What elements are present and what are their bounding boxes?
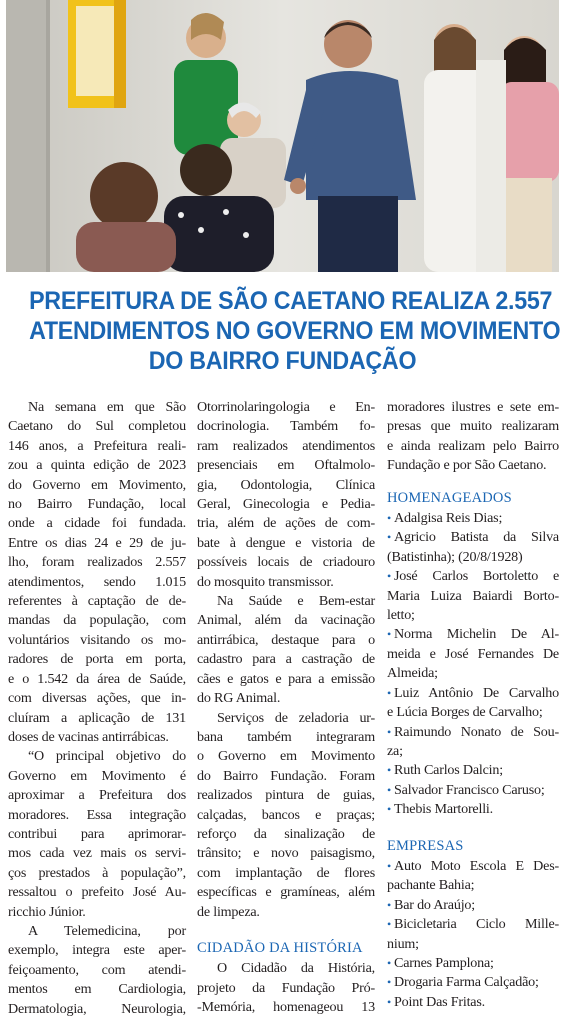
text-line: antirrábica, destaque para o [197,631,375,648]
event-photo-illustration [6,0,559,272]
section-title-companies: EMPRESAS [387,837,464,854]
article-column-2 [197,398,375,1018]
text-line: Caetano do Sul completou [8,418,186,435]
text-line: Otorrinolaringologia e En- [197,399,375,415]
text-line: mentos em Cardiologia, [8,981,186,998]
text-line: com implantação de flores [197,864,375,881]
text-line: tria, além de ações de com- [197,515,375,532]
list-item: • Carnes Pamplona; [387,954,494,971]
bullet-icon: • [387,897,392,912]
list-item: • Auto Moto Escola E Des- pachante Bahia; [387,857,559,894]
text-line: bana também integraram [197,728,375,745]
text-line: Na Saúde e Bem-estar [217,593,375,610]
list-item: • Drogaria Farma Calçadão; [387,974,539,991]
text-line: ricchio Júnior. [8,903,86,920]
bullet-icon: • [387,802,392,817]
paragraph-specialties [197,398,375,592]
list-item: • Point Das Fritas. [387,993,485,1010]
text-line: doses de vacinas antirrábicas. [8,728,169,745]
companies-list [387,857,559,1012]
text-line: projeto da Fundação Pró- [197,979,375,996]
text-line: docrinologia. Também fo- [197,418,375,435]
bullet-icon: • [387,685,392,700]
text-line: com diversas ações, que in- [8,690,186,707]
article-headline [29,286,561,376]
article-column-1 [8,398,186,1019]
honorees-list [387,509,559,820]
text-line: possíveis locais de criadouro [197,554,375,571]
article-column-3 [387,398,559,1012]
text-line: gia, Odontologia, Clínica [197,476,375,493]
text-line: O Cidadão da História, [217,960,375,977]
text-line: Dermatologia, Neurologia, [8,1000,186,1017]
text-line: o Governo em Movimento [197,748,375,765]
text-line: contribui para aprimorar- [8,825,186,842]
text-line: e o 1.542 da área de Saúde, [8,670,186,687]
bullet-icon: • [387,917,392,932]
bullet-icon: • [387,724,392,739]
text-line: feiçoamento, com atendi- [8,961,186,978]
text-line: lho, foram realizados 2.557 [8,554,186,571]
paragraph-telemedicine [8,922,186,1019]
list-item: • José Carlos Bortoletto e Maria Luiza Baiardi Borto- letto; [387,568,559,624]
text-line: Animal, além da vacinação [197,612,375,629]
bullet-icon: • [387,763,392,778]
bullet-icon: • [387,975,392,990]
text-line: radores de porta em porta, [8,651,186,668]
headline-line: PREFEITURA DE SÃO CAETANO REALIZA 2.557 [29,287,553,315]
list-item: • Bar do Araújo; [387,896,475,913]
text-line: cluíram a aplicação de 131 [8,709,186,726]
text-line: “O principal objetivo do [28,748,186,765]
text-line: do Governo em Movimento, [8,476,186,493]
text-line: moradores ilustres e sete em- [387,399,559,415]
paragraph-urban-services [197,709,375,922]
paragraph-quote [8,747,186,922]
text-line: ressaltou o prefeito José Au- [8,884,186,901]
text-line: cadastro para a castração de [197,651,375,668]
headline-line: DO BAIRRO FUNDAÇÃO [148,347,417,375]
text-line: no Bairro Fundação, local [8,496,186,513]
bullet-icon: • [387,782,392,797]
text-line: ram realizados atendimentos [197,437,375,454]
list-item: • Norma Michelin De Al- meida e José Fernandes De Almeida; [387,626,559,682]
bullet-icon: • [387,858,392,873]
text-line: moradores. Essa integração [8,806,186,823]
list-item: • Adalgisa Reis Dias; [387,510,503,527]
paragraph-intro [8,398,186,747]
list-item: • Luiz Antônio De Carvalho e Lúcia Borges de Carvalho; [387,684,559,721]
bullet-icon: • [387,569,392,584]
text-line: presas que muito realizaram [387,418,559,435]
text-line: voluntários visitando os mo- [8,631,186,648]
text-line: calçadas, bancos e praças; [197,806,375,823]
text-line: referentes à captação de de- [8,593,186,610]
text-line: mandas da população, com [8,612,186,629]
list-item: • Bicicletaria Ciclo Mille- nium; [387,916,559,952]
list-item: • Salvador Francisco Caruso; [387,781,545,798]
bullet-icon: • [387,994,392,1009]
bullet-icon: • [387,955,392,970]
text-line: reforço da sinalização de [197,825,375,842]
text-line: do RG Animal. [197,690,281,707]
text-line: mos cada vez mais os servi- [8,845,186,862]
headline-line: ATENDIMENTOS NO GOVERNO EM MOVIMENTO [29,317,561,345]
text-line: atendimentos, sendo 1.015 [8,573,186,590]
text-line: exemplo, integra este aper- [8,942,186,959]
bullet-icon: • [387,627,392,642]
text-line: Governo em Movimento é [8,767,186,784]
section-title-citizen-history: CIDADÃO DA HISTÓRIA [197,939,363,956]
paragraph-citizen-history [197,959,375,1017]
text-line: Na semana em que São [28,399,186,415]
text-line: cães e gatos e para a emissão [197,670,375,687]
text-line: do Bairro Fundação. Foram [197,767,375,784]
text-line: zou a quinta edição de 2023 [8,457,186,474]
text-line: específicas e gramíneas, além [197,884,375,901]
text-line: aproximar a Prefeitura dos [8,787,186,804]
text-line: de limpeza. [197,903,260,920]
text-line: ços prestados à população”, [8,864,186,881]
paragraph-citizen-history-cont [387,398,559,476]
text-line: -Memória, homenageou 13 [197,999,375,1016]
text-line: trânsito; e novo paisagismo, [197,845,375,862]
text-line: Geral, Ginecologia e Pedia- [197,496,375,513]
text-line: Fundação e por São Caetano. [387,457,547,474]
bullet-icon: • [387,530,392,545]
list-item: • Agricio Batista da Silva (Batistinha); (20/8/1928) [387,529,559,565]
text-line: Entre os dias 24 e 29 de ju- [8,534,186,551]
text-line: presenciais em Oftalmolo- [197,457,375,474]
text-line: e ainda realizam pelo Bairro [387,437,559,454]
bullet-icon: • [387,511,392,526]
list-item: • Thebis Martorelli. [387,801,493,818]
text-line: onde a cidade foi fundada. [8,515,186,532]
list-item: • Ruth Carlos Dalcin; [387,762,503,779]
text-line: Serviços de zeladoria ur- [217,709,375,726]
article-photo [6,0,559,272]
text-line: realizados pintura de guias, [197,787,375,804]
text-line: bate à dengue e vistoria de [197,534,375,551]
paragraph-animal-welfare [197,592,375,708]
section-title-honorees: HOMENAGEADOS [387,489,512,506]
list-item: • Raimundo Nonato de Sou- za; [387,723,559,759]
text-line: A Telemedicina, por [28,922,186,939]
text-line: do mosquito transmissor. [197,573,334,590]
text-line: 146 anos, a Prefeitura reali- [8,437,186,454]
